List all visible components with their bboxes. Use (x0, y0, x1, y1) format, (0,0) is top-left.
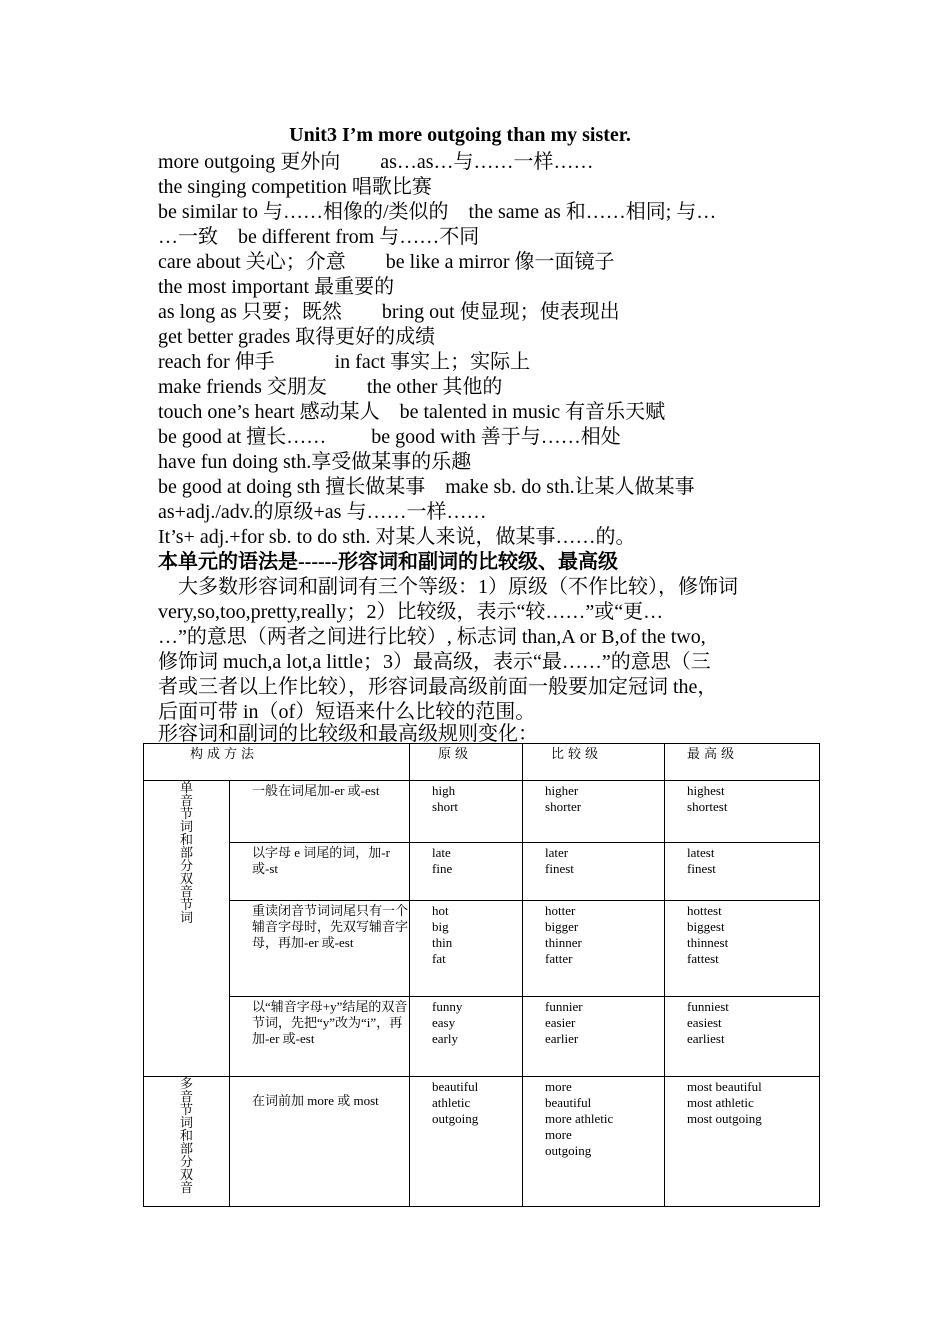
table-row (144, 901, 820, 997)
base-cell: high short (410, 781, 523, 843)
base-cell: late fine (410, 843, 523, 901)
vocab-line: It’s+ adj.+for sb. to do sth. 对某人来说，做某事……的。 (158, 526, 636, 548)
paragraph-line: 修饰词 much,a lot,a little；3）最高级，表示“最……”的意思（三 (158, 651, 711, 673)
header-method: 构成方法 (144, 744, 410, 781)
vocab-line: have fun doing sth.享受做某事的乐趣 (158, 451, 472, 473)
table-row (144, 1077, 820, 1207)
vocab-line: be similar to 与……相像的/类似的 the same as 和……相同; 与… (158, 201, 717, 223)
page-title: Unit3 I’m more outgoing than my sister. (289, 124, 631, 146)
comparison-table (143, 743, 820, 1207)
method-cell: 在词前加 more 或 most (230, 1077, 410, 1207)
paragraph-line: …”的意思（两者之间进行比较）, 标志词 than,A or B,of the two, (158, 626, 706, 648)
comparative-cell: more beautiful more athletic more outgoing (523, 1077, 665, 1207)
vocab-line: make friends 交朋友 the other 其他的 (158, 376, 503, 398)
group-label-multi: 多音节词和部分双音 (144, 1077, 230, 1207)
table-header-row (144, 744, 820, 781)
vocab-line: care about 关心；介意 be like a mirror 像一面镜子 (158, 251, 615, 273)
vocab-line: be good at 擅长…… be good with 善于与……相处 (158, 426, 621, 448)
vocab-line: reach for 伸手 in fact 事实上；实际上 (158, 351, 531, 373)
superlative-cell: latest finest (665, 843, 820, 901)
superlative-cell: funniest easiest earliest (665, 997, 820, 1077)
grammar-heading: 本单元的语法是------形容词和副词的比较级、最高级 (158, 551, 618, 573)
method-cell: 以字母 e 词尾的词，加-r 或-st (230, 843, 410, 901)
superlative-cell: highest shortest (665, 781, 820, 843)
vocab-line: as long as 只要；既然 bring out 使显现；使表现出 (158, 301, 620, 323)
base-cell: funny easy early (410, 997, 523, 1077)
method-cell: 以“辅音字母+y”结尾的双音节词，先把“y”改为“i”，再加-er 或-est (230, 997, 410, 1077)
comparative-cell: higher shorter (523, 781, 665, 843)
comparative-cell: hotter bigger thinner fatter (523, 901, 665, 997)
base-cell: hot big thin fat (410, 901, 523, 997)
vocab-line: more outgoing 更外向 as…as…与……一样…… (158, 151, 594, 173)
table-row (144, 781, 820, 843)
header-base: 原级 (410, 744, 523, 781)
vocab-line: be good at doing sth 擅长做某事 make sb. do sth.让某人做某事 (158, 476, 695, 498)
paragraph-line: 后面可带 in（of）短语来什么比较的范围。 (158, 701, 536, 723)
superlative-cell: hottest biggest thinnest fattest (665, 901, 820, 997)
paragraph-line: 大多数形容词和副词有三个等级：1）原级（不作比较），修饰词 (158, 576, 738, 598)
paragraph-line: 者或三者以上作比较），形容词最高级前面一般要加定冠词 the， (158, 676, 718, 698)
group-label-single: 单音节词和部分双音节词 (144, 781, 230, 1077)
paragraph-line: 形容词和副词的比较级和最高级规则变化： (158, 723, 538, 745)
paragraph-line: very,so,too,pretty,really；2）比较级，表示“较……”或“更… (158, 601, 664, 623)
method-cell: 一般在词尾加-er 或-est (230, 781, 410, 843)
comparative-cell: later finest (523, 843, 665, 901)
vocab-line: get better grades 取得更好的成绩 (158, 326, 436, 348)
table-row (144, 843, 820, 901)
vocab-line: the most important 最重要的 (158, 276, 395, 298)
vocab-line: as+adj./adv.的原级+as 与……一样…… (158, 501, 487, 523)
method-cell: 重读闭音节词词尾只有一个辅音字母时，先双写辅音字母，再加-er 或-est (230, 901, 410, 997)
table-row (144, 997, 820, 1077)
vocab-line: touch one’s heart 感动某人 be talented in music 有音乐天赋 (158, 401, 666, 423)
comparative-cell: funnier easier earlier (523, 997, 665, 1077)
header-comparative: 比较级 (523, 744, 665, 781)
header-superlative: 最高级 (665, 744, 820, 781)
base-cell: beautiful athletic outgoing (410, 1077, 523, 1207)
vocab-line: …一致 be different from 与……不同 (158, 226, 480, 248)
vocab-line: the singing competition 唱歌比赛 (158, 176, 432, 198)
superlative-cell: most beautiful most athletic most outgoing (665, 1077, 820, 1207)
